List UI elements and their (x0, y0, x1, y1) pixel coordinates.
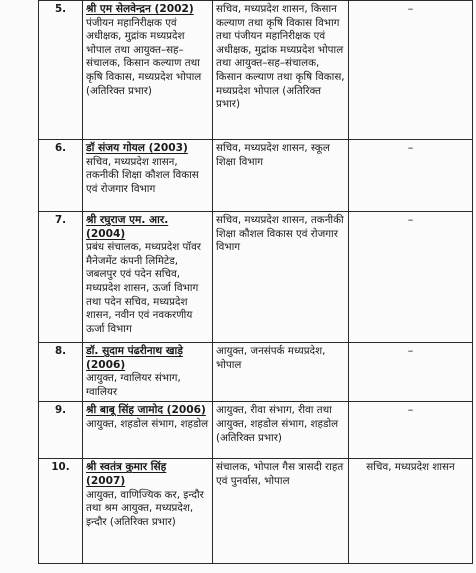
officer-name: श्री रघुराज एम. आर. (2004) (86, 214, 169, 240)
officer-cell (83, 140, 213, 212)
new-posting-cell: सचिव, मध्यप्रदेश शासन, किसान कल्याण तथा कृषि विकास विभाग तथा पंजीयन महानिरीक्षक एवं अधीक्षक, मुद्रांक मध्यप्रदेश भोपाल तथा आयुक्त–सह–संचालक, किसान कल्याण तथा कृषि विकास, मध्यप्रदेश भोपाल (अतिरिक्त प्रभार) (213, 1, 349, 140)
officer-name: श्री एम सेलवेन्द्रन (2002) (86, 3, 194, 15)
new-posting-cell: सचिव, मध्यप्रदेश शासन, तकनीकी शिक्षा कौशल विकास एवं रोजगार विभाग (213, 212, 349, 343)
officer-cell (83, 1, 213, 140)
serial-number-cell: 7. (39, 212, 83, 343)
additional-posting-cell: – (349, 402, 473, 459)
officer-posting-table (38, 0, 473, 564)
officer-cell (83, 402, 213, 459)
current-posting: पंजीयन महानिरीक्षक एवं अधीक्षक, मुद्रांक मध्यप्रदेश भोपाल तथा आयुक्त–सह–संचालक, किसान कल्याण तथा कृषि विकास, मध्यप्रदेश भोपाल (अतिरिक्त प्रभार) (86, 16, 202, 97)
table-row (39, 140, 473, 212)
table-row (39, 343, 473, 402)
current-posting: आयुक्त, शहडोल संभाग, शहडोल (86, 417, 209, 430)
new-posting-cell: संचालक, भोपाल गैस त्रासदी राहत एवं पुनर्वास, भोपाल (213, 459, 349, 564)
additional-posting-cell: सचिव, मध्यप्रदेश शासन (349, 459, 473, 564)
serial-number-cell: 10. (39, 459, 83, 564)
additional-posting-cell: – (349, 1, 473, 140)
table-row (39, 212, 473, 343)
serial-number-cell: 8. (39, 343, 83, 402)
current-posting: सचिव, मध्यप्रदेश शासन, तकनीकी शिक्षा कौशल विकास एवं रोजगार विभाग (86, 155, 199, 195)
new-posting-cell: आयुक्त, जनसंपर्क मध्यप्रदेश, भोपाल (213, 343, 349, 402)
serial-number-cell: 6. (39, 140, 83, 212)
serial-number-cell: 5. (39, 1, 83, 140)
officer-cell (83, 459, 213, 564)
new-posting-cell: सचिव, मध्यप्रदेश शासन, स्कूल शिक्षा विभाग (213, 140, 349, 212)
current-posting: आयुक्त, ग्वालियर संभाग, ग्वालियर (86, 372, 181, 398)
additional-posting-cell: – (349, 140, 473, 212)
officer-name: श्री बाबू सिंह जामोद (2006) (86, 404, 206, 417)
serial-number-cell: 9. (39, 402, 83, 459)
officer-name: डॉ संजय गोयल (2003) (86, 142, 188, 154)
table-row (39, 1, 473, 140)
officer-name: श्री स्वतंत्र कुमार सिंह (2007) (86, 461, 167, 487)
officer-cell (83, 212, 213, 343)
additional-posting-cell: – (349, 343, 473, 402)
additional-posting-cell: – (349, 212, 473, 343)
table-row (39, 402, 473, 459)
new-posting-cell: आयुक्त, रीवा संभाग, रीवा तथा आयुक्त, शहडोल संभाग, शहडोल (अतिरिक्त प्रभार) (213, 402, 349, 459)
current-posting: प्रबंध संचालक, मध्यप्रदेश पॉवर मैनेजमेंट कंपनी लिमिटेड, जबलपुर एवं पदेन सचिव, मध्यप्रदेश शासन, ऊर्जा विभाग तथा पदेन सचिव, मध्यप्रदेश शासन, नवीन एवं नवकरणीय ऊर्जा विभाग (86, 241, 201, 335)
table-row (39, 459, 473, 564)
officer-cell (83, 343, 213, 402)
current-posting: आयुक्त, वाणिज्यिक कर, इन्दौर तथा श्रम आयुक्त, मध्यप्रदेश, इन्दौर (अतिरिक्त प्रभार) (86, 488, 204, 528)
officer-name: डॉ. सुदाम पंढरीनाथ खाड़े (2006) (86, 345, 183, 371)
